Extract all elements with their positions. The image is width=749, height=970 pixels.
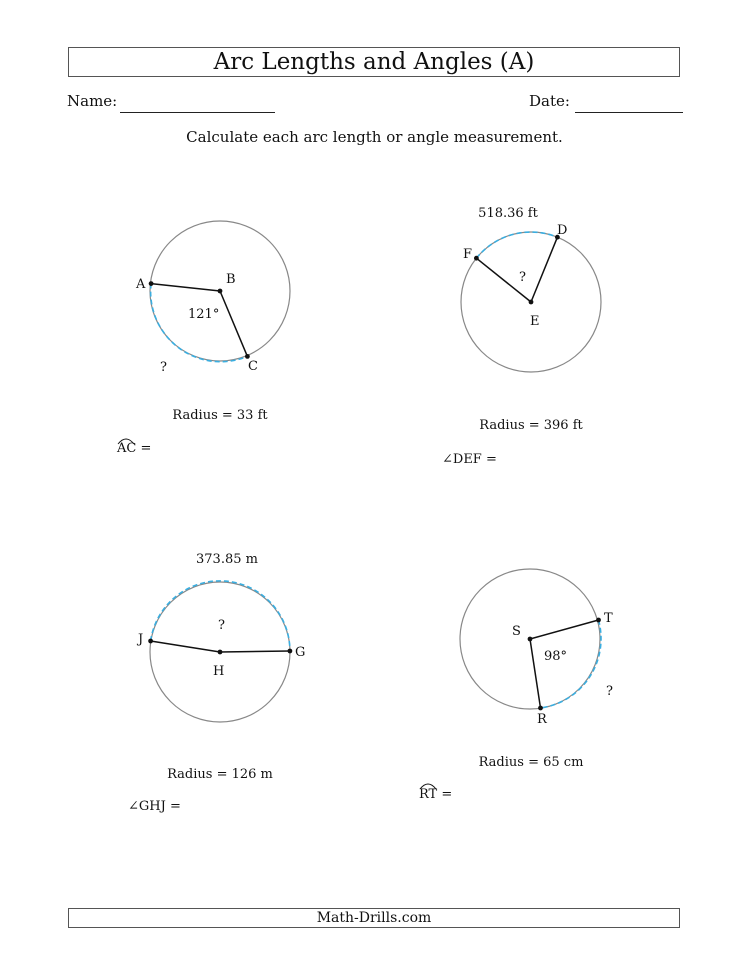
problem-1-radius-label: Radius = 33 ft bbox=[172, 408, 268, 423]
problem-3 bbox=[128, 552, 305, 814]
problem-2 bbox=[442, 206, 601, 467]
problem-2-label-f: F bbox=[463, 247, 473, 262]
problem-4-angle-label: 98° bbox=[544, 649, 568, 664]
problem-3-point-h bbox=[218, 650, 223, 655]
problem-1-unknown-label: ? bbox=[160, 360, 167, 375]
problem-1-label-a: A bbox=[136, 277, 146, 292]
problem-3-radius-label: Radius = 126 m bbox=[167, 767, 273, 782]
problem-3-radius-hj bbox=[151, 641, 220, 652]
name-label: Name: bbox=[67, 92, 118, 110]
problem-2-radius-ed bbox=[531, 237, 557, 302]
problem-4-point-r bbox=[538, 706, 543, 711]
problem-2-label-d: D bbox=[557, 223, 568, 238]
footer: Math-Drills.com bbox=[68, 908, 680, 928]
problem-2-point-f bbox=[474, 256, 479, 261]
problem-4-unknown-label: ? bbox=[606, 684, 613, 699]
problem-2-arc-length-label: 518.36 ft bbox=[478, 206, 538, 221]
problem-2-highlighted-arc bbox=[476, 232, 557, 258]
problem-4-answer-suffix: = bbox=[437, 787, 453, 802]
problem-4-label-t: T bbox=[604, 611, 613, 626]
problem-2-answer: ∠DEF = bbox=[442, 452, 497, 467]
problem-2-point-e bbox=[529, 300, 534, 305]
problem-1 bbox=[116, 221, 290, 456]
worksheet-title: Arc Lengths and Angles (A) bbox=[68, 47, 680, 77]
svg-text:AC = bbox=[116, 441, 151, 456]
problem-4-radius-label: Radius = 65 cm bbox=[478, 755, 584, 770]
instructions: Calculate each arc length or angle measurement. bbox=[186, 128, 563, 146]
problem-2-unknown-label: ? bbox=[519, 270, 526, 285]
problem-4 bbox=[419, 569, 613, 802]
problem-3-label-h: H bbox=[213, 664, 225, 679]
problem-3-label-j: J bbox=[138, 632, 144, 647]
problem-4-point-s bbox=[528, 637, 533, 642]
problem-3-radius-hg bbox=[220, 651, 290, 652]
problem-4-answer bbox=[419, 784, 452, 802]
problem-3-arc-length-label: 373.85 m bbox=[196, 552, 258, 567]
problem-3-point-j bbox=[148, 639, 153, 644]
problem-3-point-g bbox=[288, 649, 293, 654]
problem-1-label-b: B bbox=[226, 272, 236, 287]
problem-2-radius-label: Radius = 396 ft bbox=[479, 418, 583, 433]
problem-4-radius-sr bbox=[530, 639, 541, 708]
problem-1-point-b bbox=[218, 289, 223, 294]
problem-1-point-a bbox=[149, 281, 154, 286]
problem-2-label-e: E bbox=[530, 314, 540, 329]
problem-3-highlighted-arc bbox=[151, 581, 290, 651]
problem-3-label-g: G bbox=[295, 645, 306, 660]
problem-4-radius-st bbox=[530, 620, 599, 639]
svg-text:RT = bbox=[419, 787, 452, 802]
problem-4-answer-arc: RT bbox=[419, 787, 438, 802]
date-label: Date: bbox=[529, 92, 570, 110]
problem-4-point-t bbox=[596, 618, 601, 623]
problem-1-angle-label: 121° bbox=[188, 307, 220, 322]
problem-4-label-r: R bbox=[537, 712, 547, 727]
problem-1-answer-suffix: = bbox=[136, 441, 152, 456]
problem-1-answer bbox=[116, 439, 151, 456]
problem-1-radius-bc bbox=[220, 291, 247, 356]
problem-1-radius-ba bbox=[151, 284, 220, 291]
problem-3-unknown-label: ? bbox=[218, 618, 225, 633]
problem-1-answer-arc: AC bbox=[117, 441, 137, 456]
problem-1-label-c: C bbox=[248, 359, 258, 374]
problem-3-answer: ∠GHJ = bbox=[128, 799, 181, 814]
problem-4-label-s: S bbox=[512, 624, 521, 639]
